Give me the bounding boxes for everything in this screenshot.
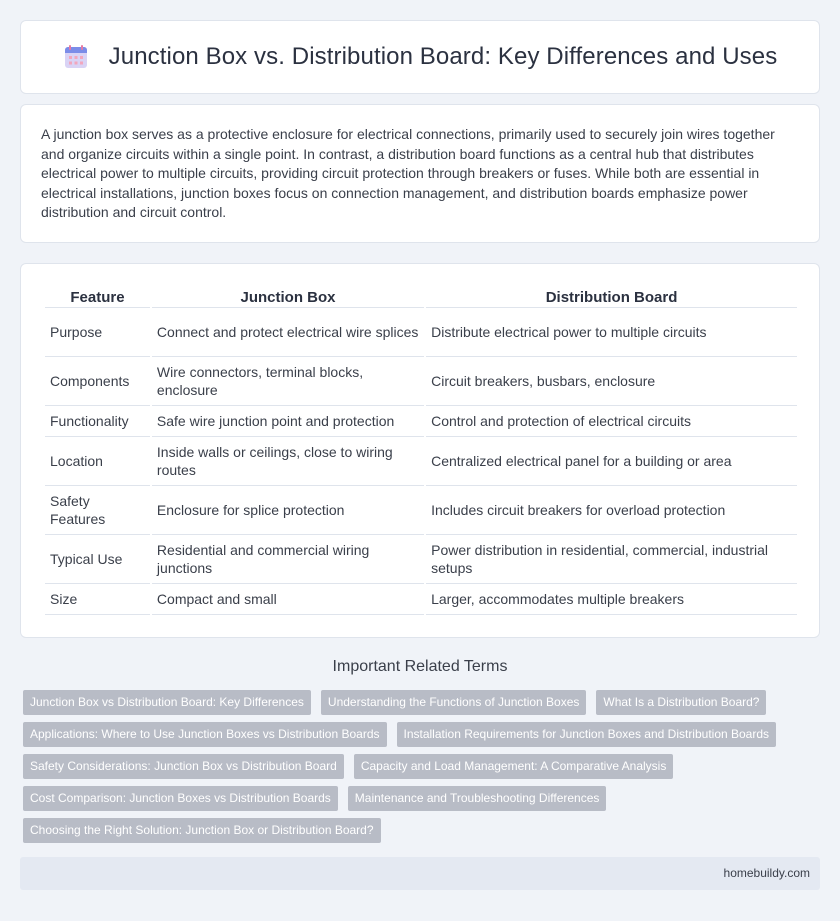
header-feature: Feature	[45, 286, 150, 308]
comparison-table-card	[20, 263, 820, 638]
row-distribution-board: Larger, accommodates multiple breakers	[426, 584, 797, 615]
related-term-tag[interactable]: Choosing the Right Solution: Junction Box or Distribution Board?	[23, 818, 381, 843]
table-row	[45, 406, 797, 437]
table-row	[45, 486, 797, 535]
calendar-grid-icon	[63, 44, 89, 70]
row-junction-box: Inside walls or ceilings, close to wiring routes	[152, 437, 424, 486]
related-term-tag[interactable]: Understanding the Functions of Junction Boxes	[321, 690, 586, 715]
related-term-tag[interactable]: Installation Requirements for Junction Boxes and Distribution Boards	[397, 722, 777, 747]
row-distribution-board: Includes circuit breakers for overload protection	[426, 486, 797, 535]
related-term-tag[interactable]: Junction Box vs Distribution Board: Key Differences	[23, 690, 311, 715]
related-terms-title: Important Related Terms	[332, 658, 508, 675]
related-terms-list	[20, 690, 820, 850]
row-junction-box: Safe wire junction point and protection	[152, 406, 424, 437]
header-junction-box: Junction Box	[152, 286, 424, 308]
related-term-tag[interactable]: Applications: Where to Use Junction Boxes vs Distribution Boards	[23, 722, 387, 747]
table-header-row	[45, 286, 797, 308]
row-junction-box: Connect and protect electrical wire splices	[152, 308, 424, 357]
related-term-tag[interactable]: Maintenance and Troubleshooting Differences	[348, 786, 607, 811]
row-feature: Size	[45, 584, 150, 615]
intro-card	[20, 104, 820, 243]
table-row	[45, 357, 797, 406]
related-term-tag[interactable]: What Is a Distribution Board?	[596, 690, 766, 715]
row-feature: Components	[45, 357, 150, 406]
row-feature: Purpose	[45, 308, 150, 357]
row-distribution-board: Control and protection of electrical circuits	[426, 406, 797, 437]
related-term-tag[interactable]: Safety Considerations: Junction Box vs Distribution Board	[23, 754, 344, 779]
table-row	[45, 535, 797, 584]
table-row	[45, 584, 797, 615]
header-distribution-board: Distribution Board	[426, 286, 797, 308]
row-distribution-board: Circuit breakers, busbars, enclosure	[426, 357, 797, 406]
related-term-tag[interactable]: Capacity and Load Management: A Comparative Analysis	[354, 754, 674, 779]
row-junction-box: Compact and small	[152, 584, 424, 615]
page-title: Junction Box vs. Distribution Board: Key Differences and Uses	[108, 43, 778, 70]
row-feature: Functionality	[45, 406, 150, 437]
footer-site-link[interactable]: homebuildy.com	[723, 866, 810, 880]
row-feature: Safety Features	[45, 486, 150, 535]
header-card	[20, 20, 820, 94]
row-junction-box: Residential and commercial wiring junctions	[152, 535, 424, 584]
related-term-tag[interactable]: Cost Comparison: Junction Boxes vs Distribution Boards	[23, 786, 338, 811]
row-distribution-board: Distribute electrical power to multiple circuits	[426, 308, 797, 357]
table-row	[45, 437, 797, 486]
row-distribution-board: Power distribution in residential, commercial, industrial setups	[426, 535, 797, 584]
comparison-table	[43, 286, 799, 615]
intro-paragraph: A junction box serves as a protective enclosure for electrical connections, primarily used to securely join wires together and organize circuits within a single point. In contrast, a distribution board functions as a central hub that distributes electrical power to multiple circuits, providing circuit protection through breakers or fuses. While both are essential in electrical installations, junction boxes focus on connection management, and distribution boards emphasize power distribution and circuit control.	[41, 126, 775, 220]
row-feature: Location	[45, 437, 150, 486]
row-distribution-board: Centralized electrical panel for a building or area	[426, 437, 797, 486]
footer	[20, 857, 820, 890]
table-row	[45, 308, 797, 357]
row-junction-box: Wire connectors, terminal blocks, enclosure	[152, 357, 424, 406]
row-feature: Typical Use	[45, 535, 150, 584]
row-junction-box: Enclosure for splice protection	[152, 486, 424, 535]
